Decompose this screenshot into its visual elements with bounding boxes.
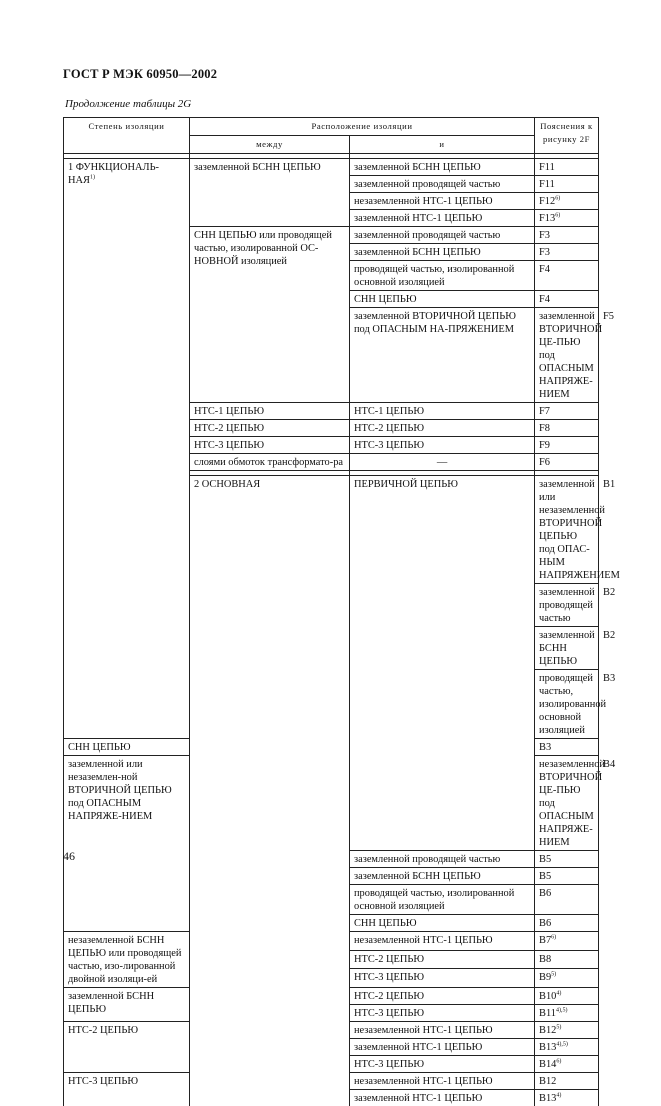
note-code: B2	[603, 587, 615, 598]
and-cell: незаземленной НТС-1 ЦЕПЬЮ	[350, 1073, 535, 1090]
between-cell: НТС-2 ЦЕПЬЮ	[64, 1022, 190, 1073]
note-code: B2	[603, 630, 615, 641]
and-cell: НТС-2 ЦЕПЬЮ	[350, 988, 535, 1005]
between-cell: НТС-3 ЦЕПЬЮ	[64, 1073, 190, 1106]
note-cell	[535, 1056, 599, 1073]
note-code: F3	[539, 247, 550, 258]
footnote-ref: 1)	[90, 175, 95, 181]
footnote-ref: 5)	[556, 1025, 561, 1031]
note-cell	[535, 159, 599, 176]
and-cell: проводящей частью, изолированной основной изоляцией	[535, 670, 599, 739]
note-cell	[535, 932, 599, 951]
note-code: B1	[603, 479, 615, 490]
footnote-ref: 6)	[551, 935, 556, 941]
footnote-ref: 4),5)	[556, 1042, 568, 1048]
between-cell: слоями обмоток трансформато-ра	[190, 454, 350, 471]
and-cell: НТС-2 ЦЕПЬЮ	[350, 420, 535, 437]
note-code: B13	[539, 1042, 556, 1053]
note-cell	[535, 244, 599, 261]
between-cell: заземленной БСНН ЦЕПЬЮ	[64, 988, 190, 1022]
note-code: F11	[539, 162, 555, 173]
note-cell	[535, 454, 599, 471]
note-cell	[535, 227, 599, 244]
note-code: B10	[539, 991, 556, 1002]
and-cell: НТС-3 ЦЕПЬЮ	[350, 1056, 535, 1073]
note-code: F12	[539, 196, 555, 207]
note-cell	[535, 437, 599, 454]
header-and: и	[350, 136, 535, 154]
note-code: B3	[603, 673, 615, 684]
and-cell: проводящей частью, изолированной основной изоляцией	[350, 261, 535, 291]
and-cell: незаземленной НТС-1 ЦЕПЬЮ	[350, 193, 535, 210]
header-degree: Степень изоляции	[64, 118, 190, 154]
and-cell: заземленной БСНН ЦЕПЬЮ	[535, 627, 599, 670]
note-cell	[535, 851, 599, 868]
note-code: B5	[539, 871, 551, 882]
and-cell: заземленной НТС-1 ЦЕПЬЮ	[350, 1090, 535, 1106]
table-caption: Продолжение таблицы 2G	[65, 98, 191, 110]
and-cell: заземленной проводящей частью	[350, 851, 535, 868]
note-code: B3	[539, 742, 551, 753]
note-cell	[535, 210, 599, 227]
table-body	[64, 118, 599, 1106]
and-cell: заземленной БСНН ЦЕПЬЮ	[350, 868, 535, 885]
note-cell	[535, 1073, 599, 1090]
footnote-ref: 5)	[551, 972, 556, 978]
and-cell: —	[350, 454, 535, 471]
between-cell: НТС-1 ЦЕПЬЮ	[190, 403, 350, 420]
note-cell	[535, 291, 599, 308]
note-code: F11	[539, 179, 555, 190]
note-code: B9	[539, 972, 551, 983]
note-code: B8	[539, 954, 551, 965]
note-cell	[535, 885, 599, 915]
degree-cell	[64, 159, 190, 739]
insulation-table	[63, 117, 599, 1106]
between-cell: заземленной БСНН ЦЕПЬЮ	[190, 159, 350, 227]
between-cell: СНН ЦЕПЬЮ или проводящей частью, изолированной ОС-НОВНОЙ изоляцией	[190, 227, 350, 403]
note-code: B12	[539, 1076, 556, 1087]
note-cell	[535, 868, 599, 885]
header-between: между	[190, 136, 350, 154]
footnote-ref: 6)	[555, 196, 560, 202]
note-cell	[535, 193, 599, 210]
between-cell: незаземленной БСНН ЦЕПЬЮ или проводящей частью, изо-лированной двойной изоляци-ей	[64, 932, 190, 988]
and-cell: заземленной НТС-1 ЦЕПЬЮ	[350, 1039, 535, 1056]
note-cell	[535, 950, 599, 969]
note-cell	[535, 969, 599, 988]
and-cell: НТС-1 ЦЕПЬЮ	[350, 403, 535, 420]
and-cell: СНН ЦЕПЬЮ	[64, 739, 190, 756]
degree-cell	[190, 476, 350, 1106]
note-code: B5	[539, 854, 551, 865]
degree-text: 1 ФУНКЦИОНАЛЬ-НАЯ	[68, 162, 159, 186]
note-cell	[535, 915, 599, 932]
and-cell: заземленной ВТОРИЧНОЙ ЦЕ-ПЬЮ под ОПАСНЫМ НАПРЯЖЕ-НИЕМ	[535, 308, 599, 403]
and-cell: заземленной проводящей частью	[350, 176, 535, 193]
and-cell: незаземленной НТС-1 ЦЕПЬЮ	[350, 932, 535, 951]
and-cell: СНН ЦЕПЬЮ	[350, 915, 535, 932]
note-cell	[535, 403, 599, 420]
note-code: F4	[539, 264, 550, 275]
note-code: B6	[539, 888, 551, 899]
note-code: B12	[539, 1025, 556, 1036]
note-cell	[535, 1005, 599, 1022]
note-cell	[535, 261, 599, 291]
and-cell: заземленной БСНН ЦЕПЬЮ	[350, 244, 535, 261]
and-cell: НТС-3 ЦЕПЬЮ	[350, 969, 535, 988]
and-cell: НТС-3 ЦЕПЬЮ	[350, 437, 535, 454]
note-code: F3	[539, 230, 550, 241]
and-cell: заземленной БСНН ЦЕПЬЮ	[350, 159, 535, 176]
note-cell	[535, 1090, 599, 1106]
footnote-ref: 4)	[556, 1093, 561, 1099]
and-cell: заземленной проводящей частью	[535, 584, 599, 627]
and-cell: СНН ЦЕПЬЮ	[350, 291, 535, 308]
and-cell: незаземленной НТС-1 ЦЕПЬЮ	[350, 1022, 535, 1039]
standard-title: ГОСТ Р МЭК 60950—2002	[63, 67, 217, 82]
note-code: B11	[539, 1008, 556, 1019]
between-cell: ПЕРВИЧНОЙ ЦЕПЬЮ	[350, 476, 535, 851]
footnote-ref: 6)	[556, 1059, 561, 1065]
note-cell	[535, 739, 599, 756]
note-code: B13	[539, 1093, 556, 1104]
note-cell	[535, 988, 599, 1005]
note-code: B6	[539, 918, 551, 929]
footnote-ref: 4),5)	[556, 1008, 568, 1014]
note-cell	[535, 1022, 599, 1039]
note-code: F7	[539, 406, 550, 417]
and-cell: заземленной НТС-1 ЦЕПЬЮ	[350, 210, 535, 227]
degree-text: 2 ОСНОВНАЯ	[194, 479, 260, 490]
footnote-ref: 6)	[555, 213, 560, 219]
note-cell	[535, 1039, 599, 1056]
note-code: F8	[539, 423, 550, 434]
table-row	[64, 159, 599, 176]
and-cell: проводящей частью, изолированной основной изоляцией	[350, 885, 535, 915]
note-code: F9	[539, 440, 550, 451]
note-code: B4	[603, 759, 615, 770]
header-row	[64, 118, 599, 136]
footnote-ref: 4)	[556, 991, 561, 997]
and-cell: НТС-2 ЦЕПЬЮ	[350, 950, 535, 969]
header-location: Расположение изоляции	[190, 118, 535, 136]
header-notes: Пояснения к рисунку 2F	[535, 118, 599, 154]
and-cell: НТС-3 ЦЕПЬЮ	[350, 1005, 535, 1022]
between-cell: НТС-3 ЦЕПЬЮ	[190, 437, 350, 454]
note-code: B7	[539, 935, 551, 946]
note-cell	[535, 420, 599, 437]
note-cell	[535, 176, 599, 193]
and-cell: заземленной или незаземленной ВТОРИЧНОЙ ЦЕПЬЮ под ОПАС-НЫМ НАПРЯЖЕНИЕМ	[535, 476, 599, 584]
note-code: F4	[539, 294, 550, 305]
and-cell: незаземленной ВТОРИЧНОЙ ЦЕ-ПЬЮ под ОПАСНЫМ НАПРЯЖЕ-НИЕМ	[535, 756, 599, 851]
note-code: F6	[539, 457, 550, 468]
and-cell: заземленной проводящей частью	[350, 227, 535, 244]
page-number: 46	[63, 849, 75, 864]
note-code: F13	[539, 213, 555, 224]
between-cell: заземленной ВТОРИЧНОЙ ЦЕПЬЮ под ОПАСНЫМ НА-ПРЯЖЕНИЕМ	[350, 308, 535, 403]
note-code: F5	[603, 311, 614, 322]
note-code: B14	[539, 1059, 556, 1070]
between-cell: заземленной или незаземлен-ной ВТОРИЧНОЙ ЦЕПЬЮ под ОПАСНЫМ НАПРЯЖЕ-НИЕМ	[64, 756, 190, 932]
between-cell: НТС-2 ЦЕПЬЮ	[190, 420, 350, 437]
